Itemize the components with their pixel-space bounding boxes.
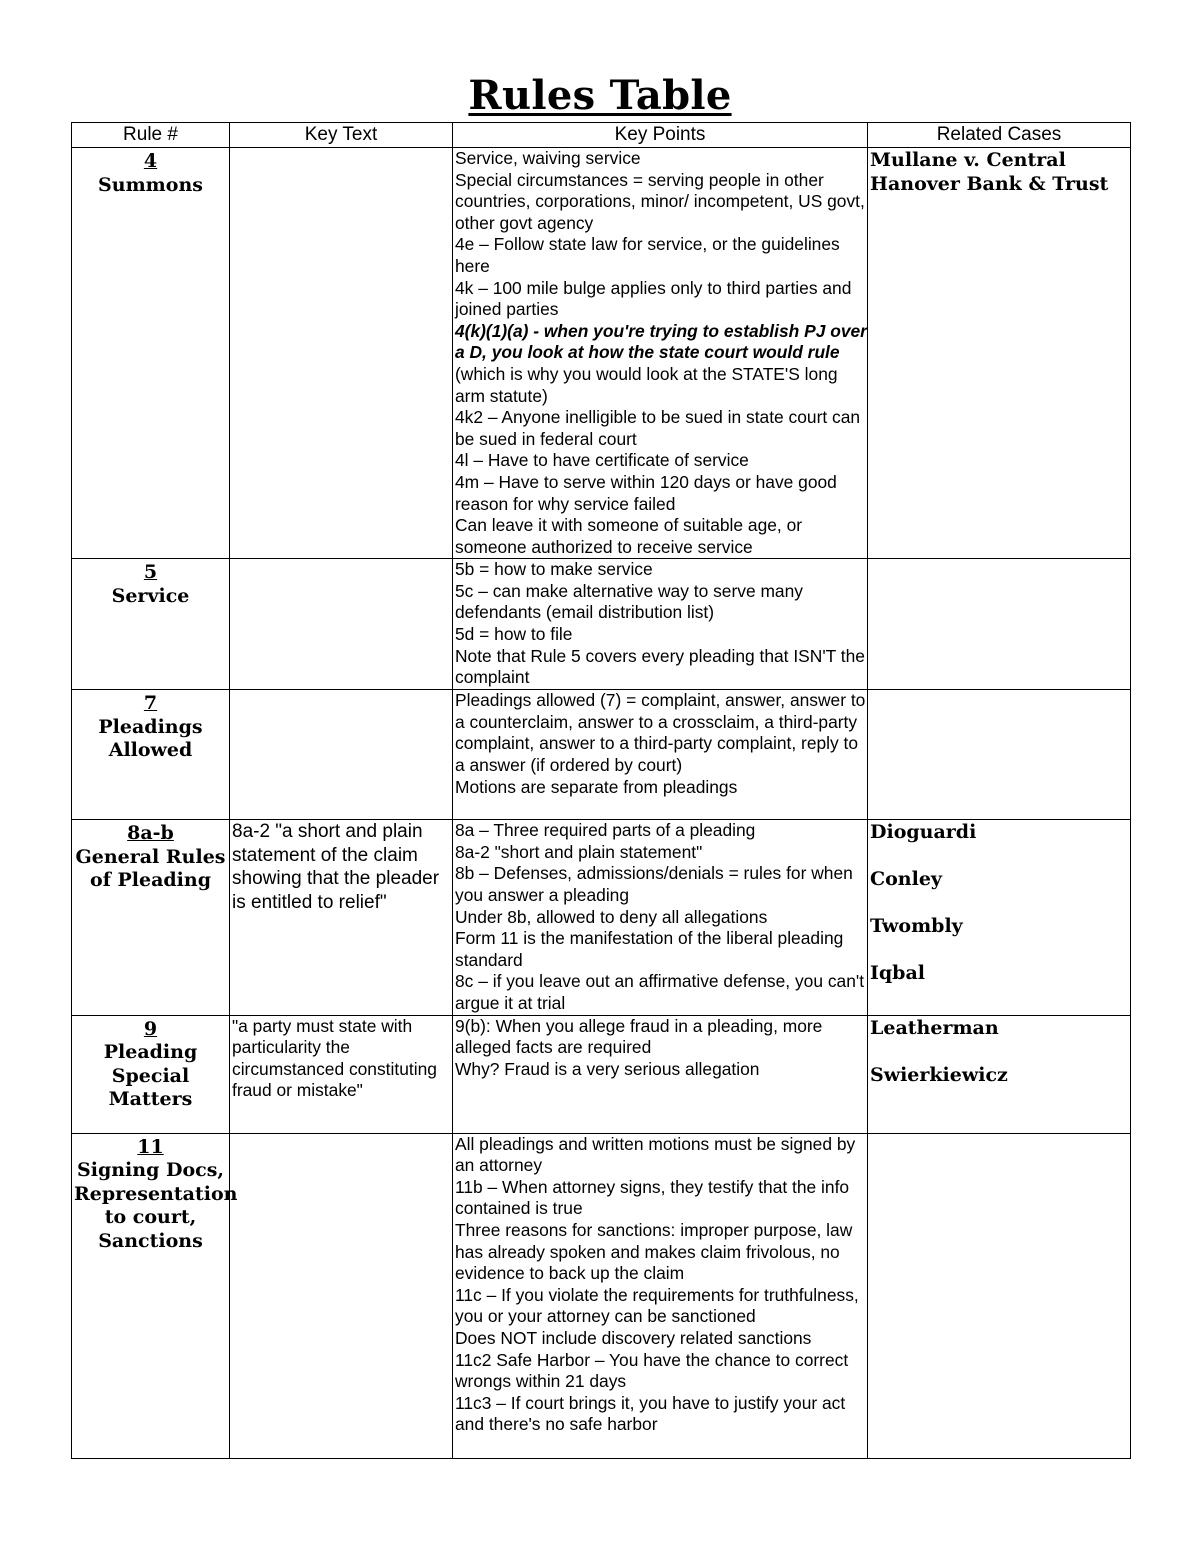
rule-name: Signing Docs, Representation to court, Sanctions [74, 1159, 238, 1252]
key-text-cell: "a party must state with particularity the circumstanced constituting fraud or mistake" [230, 1015, 453, 1133]
key-point: 8b – Defenses, admissions/denials = rules for when you answer a pleading [455, 863, 853, 906]
key-point: 9(b): When you allege fraud in a pleading, more alleged facts are required [455, 1015, 823, 1058]
key-point: 4k2 – Anyone inelligible to be sued in state court can be sued in federal court [455, 407, 861, 449]
rule-cell [72, 559, 230, 690]
rule-name: Service [111, 584, 190, 607]
related-cases-cell [868, 1133, 1131, 1458]
key-points-cell [453, 820, 868, 1015]
related-case: Dioguardi [870, 821, 977, 844]
key-point: 4k – 100 mile bulge applies only to third parties and joined parties [455, 277, 852, 320]
header-key-text: Key Text [230, 123, 453, 148]
related-cases-cell [868, 148, 1131, 559]
related-cases-cell [868, 690, 1131, 820]
table-row [72, 1015, 1131, 1133]
key-point-bold-italic: 4(k)(1)(a) - when you're trying to establish PJ over a D, you look at how the state court would rule [455, 320, 867, 363]
rule-number: 5 [143, 561, 158, 584]
rule-number: 4 [143, 150, 158, 172]
key-point: 11c3 – If court brings it, you have to justify your act and there's no safe harbor [455, 1392, 846, 1435]
key-text-cell [230, 690, 453, 820]
key-point: 5d = how to file [455, 624, 573, 645]
table-row [72, 690, 1131, 820]
rule-name: Pleading Special Matters [103, 1041, 198, 1111]
key-point: 4e – Follow state law for service, or the guidelines here [455, 234, 840, 276]
related-case: Twombly [870, 915, 963, 938]
table-row [72, 148, 1131, 559]
key-points-cell [453, 559, 868, 690]
key-point: 11b – When attorney signs, they testify that the info contained is true [455, 1176, 850, 1219]
key-point: 8c – if you leave out an affirmative defense, you can't argue it at trial [455, 971, 865, 1014]
key-point: 5b = how to make service [455, 559, 653, 580]
rule-number: 9 [143, 1017, 158, 1040]
key-point-bold: (which is why you would look at the STATE'S long arm statute) [455, 363, 838, 406]
rule-cell [72, 820, 230, 1015]
rule-cell [72, 690, 230, 820]
key-point: 5c – can make alternative way to serve many defendants (email distribution list) [455, 580, 803, 623]
rule-name: General Rules of Pleading [75, 845, 226, 892]
table-row [72, 1133, 1131, 1458]
related-case: Leatherman [870, 1016, 999, 1039]
related-cases-cell [868, 820, 1131, 1015]
table-row [72, 559, 1131, 690]
key-point: Motions are separate from pleadings [455, 776, 738, 797]
key-point: Three reasons for sanctions: improper purpose, law has already spoken and makes claim frivolous, no evidence to back up the claim [455, 1220, 853, 1284]
key-point: Service, waiving service [455, 148, 641, 168]
key-point: Special circumstances = serving people in other countries, corporations, minor/ incompetent, US govt, other govt agency [455, 169, 865, 233]
related-case: Mullane v. Central Hanover Bank & Trust [870, 149, 1109, 195]
key-point: Does NOT include discovery related sanctions [455, 1327, 812, 1348]
rules-table [71, 122, 1131, 1459]
key-point: 8a – Three required parts of a pleading [455, 820, 756, 841]
related-case: Iqbal [870, 962, 925, 985]
table-row [72, 820, 1131, 1015]
header-row [72, 123, 1131, 148]
key-text-cell: 8a-2 "a short and plain statement of the claim showing that the pleader is entitled to relief" [230, 820, 453, 1015]
key-point: 11c2 Safe Harbor – You have the chance to correct wrongs within 21 days [455, 1349, 849, 1392]
rule-name: Summons [98, 173, 203, 196]
key-point: Under 8b, allowed to deny all allegations [455, 906, 768, 927]
related-cases-cell [868, 559, 1131, 690]
rule-number: 11 [137, 1135, 164, 1158]
key-text-cell [230, 559, 453, 690]
rule-cell [72, 148, 230, 559]
key-point: 8a-2 "short and plain statement" [455, 841, 703, 862]
key-points-cell [453, 1015, 868, 1133]
key-points-cell [453, 690, 868, 820]
key-point: 11c – If you violate the requirements for truthfulness, you or your attorney can be sanctioned [455, 1284, 859, 1327]
key-point: Form 11 is the manifestation of the liberal pleading standard [455, 928, 844, 970]
key-points-cell [453, 148, 868, 559]
key-point: Why? Fraud is a very serious allegation [455, 1058, 760, 1079]
key-point-emphasis [455, 321, 867, 407]
rule-name: Pleadings Allowed [98, 715, 203, 762]
page-title: Rules Table [468, 72, 732, 119]
key-points-cell [453, 1133, 868, 1458]
key-point: 4l – Have to have certificate of service [455, 450, 749, 471]
key-text-cell [230, 148, 453, 559]
key-point: Can leave it with someone of suitable age, or someone authorized to receive service [455, 515, 803, 557]
rule-number: 7 [143, 692, 158, 715]
key-point: Note that Rule 5 covers every pleading that ISN'T the complaint [455, 645, 865, 688]
key-point: 4m – Have to serve within 120 days or have good reason for why service failed [455, 471, 837, 514]
header-key-points: Key Points [453, 123, 868, 148]
key-point: Pleadings allowed (7) = complaint, answer, answer to a counterclaim, answer to a crossclaim, a third-party complaint, answer to a third-party complaint, reply to a answer (if ordered by court) [455, 690, 866, 776]
rule-number: 8a-b [127, 822, 174, 845]
rule-cell [72, 1133, 238, 1458]
related-case: Swierkiewicz [870, 1063, 1008, 1086]
related-cases-cell [868, 1015, 1131, 1133]
key-point: All pleadings and written motions must be signed by an attorney [455, 1133, 856, 1176]
key-text-cell [230, 1133, 453, 1458]
header-related-cases: Related Cases [868, 123, 1131, 148]
related-case: Conley [870, 868, 942, 891]
header-rule-number: Rule # [72, 123, 230, 148]
rule-cell [72, 1015, 230, 1133]
